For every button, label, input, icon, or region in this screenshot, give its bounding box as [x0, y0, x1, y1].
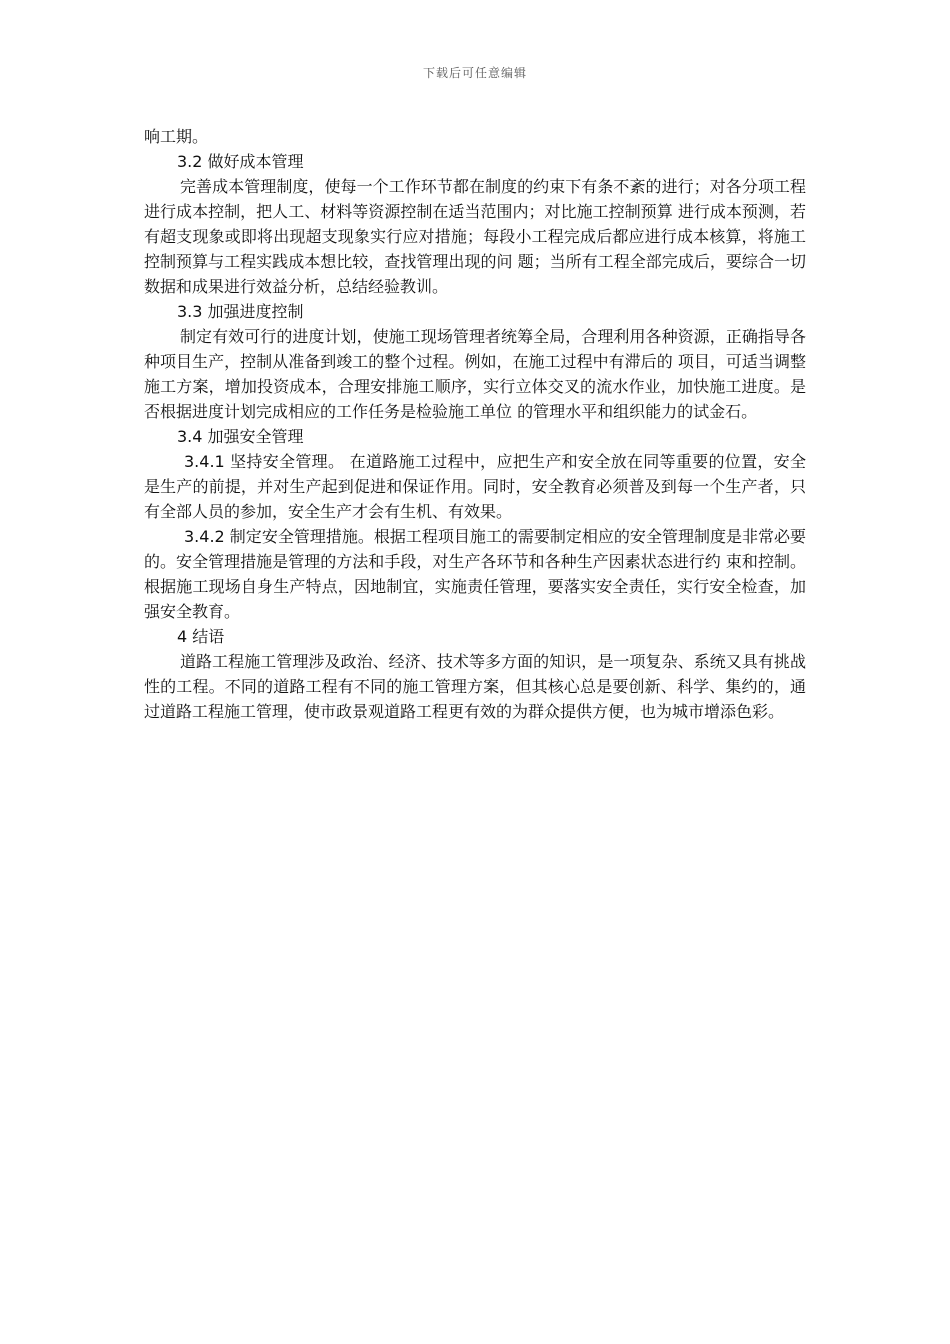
- paragraph-continuation: 响工期。: [144, 127, 209, 146]
- heading-4: 4 结语: [177, 627, 225, 646]
- heading-3-2: 3.2 做好成本管理: [177, 152, 304, 171]
- paragraph-3-4-2: 3.4.2 制定安全管理措施。根据工程项目施工的需要制定相应的安全管理制度是非常必要的。安全管理措施是管理的方法和手段，对生产各环节和各种生产因素状态进行约 束和控制。根据施工现场自身生产特点，因地制宜，实施责任管理，要落实安全责任，实行安全检查，加强安全教育。: [144, 527, 806, 621]
- paragraph-3-4-1: 3.4.1 坚持安全管理。 在道路施工过程中，应把生产和安全放在同等重要的位置，安全是生产的前提，并对生产起到促进和保证作用。同时，安全教育必须普及到每一个生产者，只有全部人员的参加，安全生产才会有生机、有效果。: [144, 452, 806, 521]
- paragraph-conclusion: 道路工程施工管理涉及政治、经济、技术等多方面的知识，是一项复杂、系统又具有挑战性的工程。不同的道路工程有不同的施工管理方案，但其核心总是要创新、科学、集约的，通过道路工程施工管理，使市政景观道路工程更有效的为群众提供方便，也为城市增添色彩。: [144, 652, 806, 721]
- heading-3-4: 3.4 加强安全管理: [177, 427, 304, 446]
- page-header: 下载后可任意编辑: [422, 66, 527, 80]
- paragraph-cost-management: 完善成本管理制度，使每一个工作环节都在制度的约束下有条不紊的进行；对各分项工程进行成本控制，把人工、材料等资源控制在适当范围内；对比施工控制预算 进行成本预测，若有超支现象或即将出现超支现象实行应对措施；每段小工程完成后都应进行成本核算，将施工控制预算与工程实践成本想比较，查找管理出现的问 题；当所有工程全部完成后，要综合一切数据和成果进行效益分析，总结经验教训。: [144, 177, 806, 296]
- document-body: [144, 124, 806, 724]
- paragraph-schedule-control: 制定有效可行的进度计划，使施工现场管理者统筹全局，合理利用各种资源，正确指导各种项目生产，控制从准备到竣工的整个过程。例如，在施工过程中有滞后的 项目，可适当调整施工方案，增加投资成本，合理安排施工顺序，实行立体交叉的流水作业，加快施工进度。是否根据进度计划完成相应的工作任务是检验施工单位 的管理水平和组织能力的试金石。: [144, 327, 806, 421]
- heading-3-3: 3.3 加强进度控制: [177, 302, 304, 321]
